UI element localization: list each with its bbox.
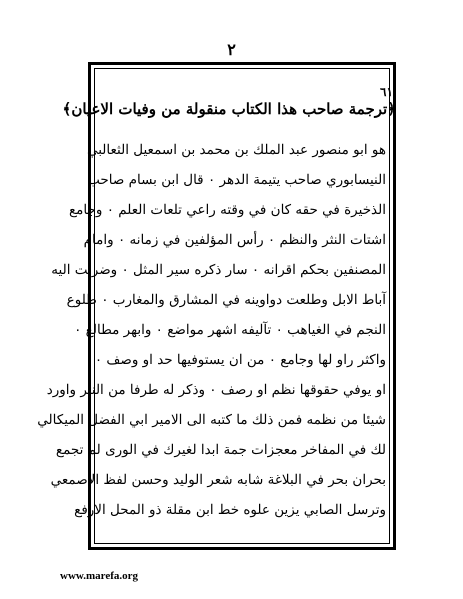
text-line: آباط الابل وطلعت دواوينه في المشارق والمغارب ٠ طلوع [66, 292, 386, 308]
text-line: الذخيرة في حقه كان في وقته راعي تلعات العلم ٠ وجامع [69, 202, 386, 218]
text-line: شيئا من نظمه فمن ذلك ما كتبه الى الامير ابي الفضل الميكالي [37, 412, 386, 428]
section-heading: ﴿ترجمة صاحب هذا الكتاب منقولة من وفيات الاعيان﴾ [62, 100, 396, 118]
body-text [37, 135, 386, 525]
text-line: وترسل الصابي يزين علوه خط ابن مقلة ذو المحل الارفع [74, 502, 386, 518]
text-line: النيسابوري صاحب يتيمة الدهر ٠ قال ابن بسام صاحب [87, 172, 386, 188]
text-line: المصنفين بحكم اقرانه ٠ سار ذكره سير المثل ٠ وضربت اليه [51, 262, 386, 278]
page-number: ٢ [227, 40, 236, 59]
footer-url: www.marefa.org [60, 570, 138, 582]
text-line: واكثر راو لها وجامع ٠ من ان يستوفيها حد او وصف ٠ [94, 352, 386, 368]
text-line: هو ابو منصور عبد الملك بن محمد بن اسمعيل الثعالبي [86, 142, 386, 158]
text-line: بحران بحر في البلاغة شابه شعر الوليد وحسن لفظ الاصمعي [50, 472, 386, 488]
corner-ornament: ٦١ [380, 85, 393, 99]
text-line: اشتات النثر والنظم ٠ رأس المؤلفين في زمانه ٠ وامام [83, 232, 386, 248]
text-line: او يوفي حقوقها نظم او رصف ٠ وذكر له طرفا من النثر واورد [46, 382, 386, 398]
text-line: لك في المفاخر معجزات جمة ابدا لغيرك في الورى لم تجمع [55, 442, 386, 458]
text-line: النجم في الغياهب ٠ تآليفه اشهر مواضع ٠ وابهر مطالع ٠ [74, 322, 386, 338]
